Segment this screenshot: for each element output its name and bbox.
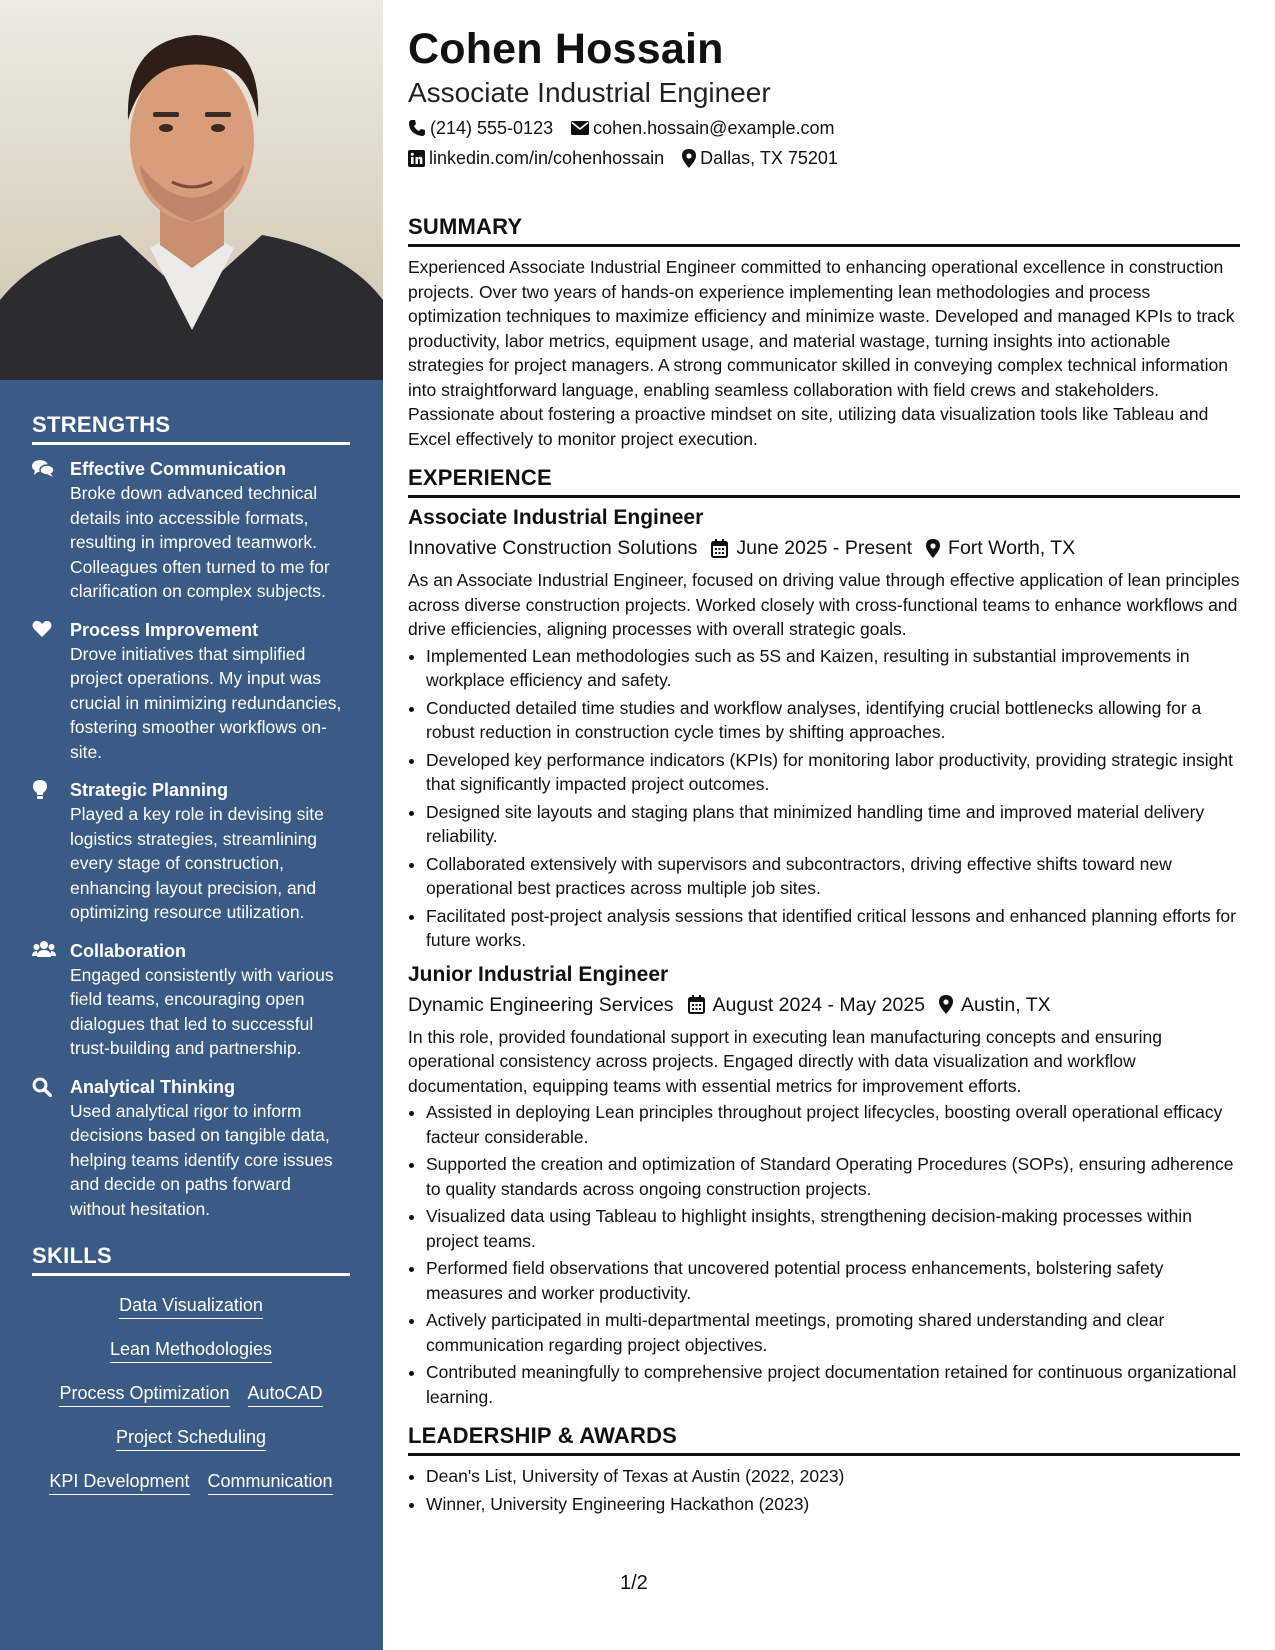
job-bullets [408,1100,1240,1409]
skill-tag: KPI Development [49,1470,189,1495]
location-contact [682,146,838,170]
email-contact[interactable] [571,116,834,140]
search-icon [32,1075,70,1222]
users-icon [32,939,70,1061]
strength-title: Process Improvement [70,619,259,640]
skill-tag: Data Visualization [119,1294,263,1319]
strength-title: Effective Communication [70,459,287,479]
job-meta [408,534,1240,562]
lightbulb-icon [32,778,70,925]
strength-item [32,618,350,765]
map-pin-icon [682,149,696,168]
profile-photo [0,0,383,380]
list-item: • Assisted in deploying Lean principles throughout project lifecycles, boosting overall operational efficacy facteur considerable. [426,1100,1240,1149]
skill-tag: AutoCAD [248,1382,323,1407]
contact-line [408,146,1240,170]
list-item: • Developed key performance indicators (KPIs) for monitoring labor productivity, providing strategic insight that significantly impacted project outcomes. [426,748,1240,797]
summary-text: Experienced Associate Industrial Engineer committed to enhancing operational excellence in construction projects. Over two years of hands-on experience implementing lean methodologies and process optimization techniques to maximize efficiency and minimize waste. Developed and managed KPIs to track productivity, labor metrics, equipment usage, and material wastage, turning insights into actionable strategies for project managers. A strong communicator skilled in conveying complex technical information into straightforward language, enabling seamless collaboration with field crews and stakeholders. Passionate about fostering a proactive mindset on site, utilizing data visualization tools like Tableau and Excel effectively to monitor project execution. [408,257,1235,449]
linkedin-contact[interactable] [408,146,664,170]
strength-item [32,939,350,1061]
awards-list [408,1464,1240,1516]
skills-heading: SKILLS [32,1243,350,1276]
map-pin-icon [926,539,940,558]
list-item: • Performed field observations that uncovered potential process enhancements, bolstering safety measures and worker productivity. [426,1256,1240,1305]
calendar-icon [711,539,728,558]
job-dates [688,991,925,1019]
list-item: • Conducted detailed time studies and workflow analyses, identifying crucial bottlenecks allowing for a robust reduction in construction cycle times by shifting approaches. [426,696,1240,745]
job-company: Dynamic Engineering Services [408,993,674,1016]
list-item: • Dean's List, University of Texas at Austin (2022, 2023) [426,1464,1240,1489]
linkedin-text: linkedin.com/in/cohenhossain [429,148,665,168]
job-company: Innovative Construction Solutions [408,537,698,559]
list-item: • Implemented Lean methodologies such as 5S and Kaizen, resulting in substantial improvements in workplace efficiency and safety. [426,644,1240,693]
job-dates-text: August 2024 - May 2025 [712,993,926,1016]
list-item: • Facilitated post-project analysis sessions that identified critical lessons and enhanced planning efforts for future works. [426,904,1240,953]
summary-heading: SUMMARY [408,214,1240,247]
skill-tag: Lean Methodologies [110,1338,272,1363]
email-text: cohen.hossain@example.com [593,118,835,138]
job-location [926,534,1075,562]
strength-description: Broke down advanced technical details into accessible formats, resulting in improved teamwork. Colleagues often turned to me for clarification on complex subjects. [70,483,330,601]
skills-list [32,1288,350,1495]
job-bullets [408,644,1240,953]
skill-tag: Project Scheduling [116,1426,266,1451]
strengths-heading: STRENGTHS [32,412,350,445]
chat-bubbles-icon [32,457,70,604]
strength-description: Engaged consistently with various field teams, encouraging open dialogues that led to successful trust-building and partnership. [70,964,334,1058]
list-item: • Supported the creation and optimization of Standard Operating Procedures (SOPs), ensuring adherence to quality standards across ongoing construction projects. [426,1152,1240,1201]
map-pin-icon [939,995,953,1014]
strength-description: Played a key role in devising site logistics strategies, streamlining every stage of construction, enhancing layout precision, and optimizing resource utilization. [70,804,324,922]
awards-heading: LEADERSHIP & AWARDS [408,1423,1240,1456]
list-item: • Actively participated in multi-departmental meetings, promoting shared understanding and clear communication regarding project objectives. [426,1308,1240,1357]
list-item: • Winner, University Engineering Hackathon (2023) [426,1492,1240,1517]
page-number: 1/2 [620,1572,648,1594]
sidebar-content [32,412,350,1514]
strength-description: Drove initiatives that simplified project operations. My input was crucial in minimizing redundancies, fostering smoother workflows on-site. [70,643,342,762]
job-location-text: Austin, TX [961,993,1051,1016]
job-dates [711,534,912,562]
strength-title: Strategic Planning [70,780,229,800]
phone-icon [408,119,426,137]
job-location-text: Fort Worth, TX [948,537,1076,559]
skill-tag: Process Optimization [59,1382,229,1407]
strength-title: Analytical Thinking [70,1076,236,1097]
strength-item [32,778,350,925]
location-text: Dallas, TX 75201 [700,148,838,168]
main-content [408,22,1240,1519]
envelope-icon [571,121,589,135]
skill-tag: Communication [208,1470,333,1495]
strength-description: Used analytical rigor to inform decisions based on tangible data, helping teams identify core issues and decide on paths forward without hesitation. [70,1100,333,1219]
job-title: Associate Industrial Engineer [408,506,704,529]
job-description: As an Associate Industrial Engineer, focused on driving value through effective application of lean principles across diverse construction projects. Worked closely with cross-functional teams to enhance workflows and drive efficiencies, aligning processes with overall strategic goals. [408,570,1240,639]
job-location [939,991,1051,1019]
experience-heading: EXPERIENCE [408,465,1240,498]
list-item: • Visualized data using Tableau to highlight insights, strengthening decision-making processes within project teams. [426,1204,1240,1253]
job-meta [408,991,1240,1019]
job-title: Junior Industrial Engineer [408,962,669,986]
list-item: • Contributed meaningfully to comprehensive project documentation retained for continuous organizational learning. [426,1360,1240,1409]
strength-item [32,457,350,604]
candidate-name: Cohen Hossain [408,25,724,73]
sidebar [0,0,383,1650]
contact-line [408,116,1240,140]
list-item: • Designed site layouts and staging plans that minimized handling time and improved material delivery reliability. [426,800,1240,849]
candidate-role: Associate Industrial Engineer [408,77,771,108]
job-dates-text: June 2025 - Present [736,537,913,559]
job-entry [408,504,1240,953]
phone-text: (214) 555-0123 [430,118,554,138]
strength-item [32,1075,350,1222]
job-description: In this role, provided foundational support in executing lean manufacturing concepts and ensuring operational consistency across projects. Engaged directly with data visualization and workflow documentation, equipping teams with essential metrics for improvement efforts. [408,1026,1162,1096]
calendar-icon [688,995,705,1014]
heart-icon [32,618,70,765]
job-entry [408,961,1240,1410]
list-item: • Collaborated extensively with supervisors and subcontractors, driving effective shifts toward new operational best practices across multiple job sites. [426,852,1240,901]
linkedin-icon [408,150,425,167]
phone-contact[interactable] [408,116,553,140]
strength-title: Collaboration [70,940,186,961]
